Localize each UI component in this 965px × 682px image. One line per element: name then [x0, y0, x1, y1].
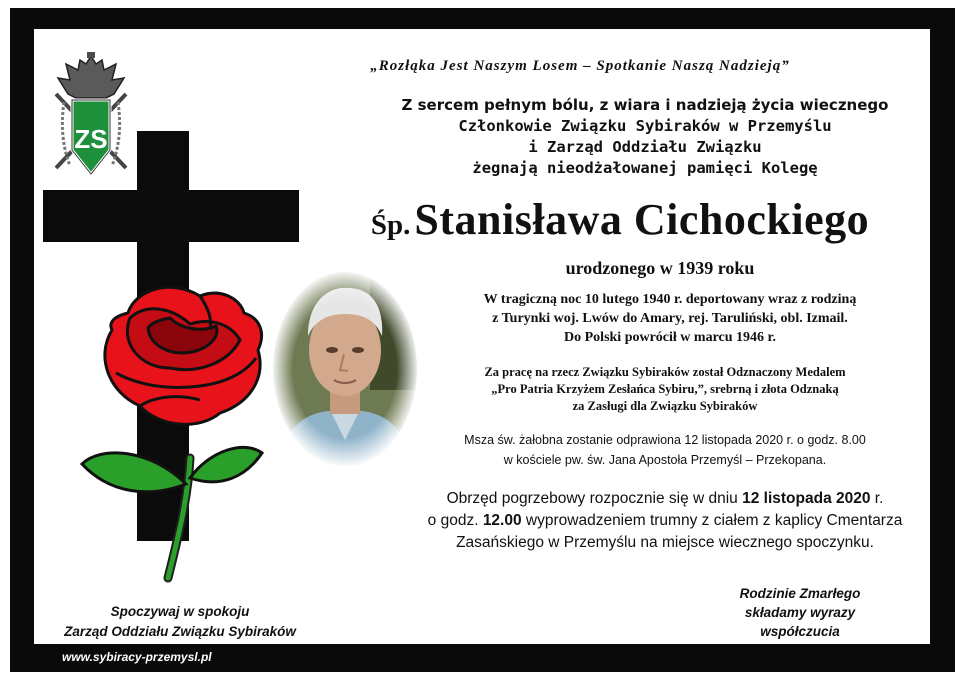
- signature-text: [40, 602, 320, 642]
- condolence-line-2: składamy wyrazy: [744, 605, 856, 620]
- funeral-line-2-end: wyprowadzeniem trumny z ciałem z kaplicy Cmentarza: [521, 512, 903, 529]
- mass-info: [420, 430, 910, 470]
- funeral-line-3: Zasańskiego w Przemyślu na miejsce wiecznego spoczynku.: [456, 534, 874, 551]
- signature-line-1: Spoczywaj w spokoju: [110, 604, 250, 619]
- rose-leaf-right: [190, 447, 262, 481]
- header-line-2: Członkowie Związku Sybiraków w Przemyślu: [458, 117, 832, 135]
- funeral-info: [400, 488, 930, 554]
- birth-year: urodzonego w 1939 roku: [565, 258, 755, 278]
- award-line-1: Za pracę na rzecz Związku Sybiraków został Odznaczony Medalem: [484, 365, 846, 379]
- mass-line-1: Msza św. żałobna zostanie odprawiona 12 listopada 2020 r. o godz. 8.00: [464, 433, 866, 447]
- emblem-letters: ZS: [74, 124, 108, 154]
- name-prefix: Śp.: [370, 209, 411, 241]
- eagle-icon: [58, 56, 124, 98]
- condolence-line-1: Rodzinie Zmarłego: [739, 586, 861, 601]
- condolence-line-3: współczucia: [760, 624, 840, 639]
- deportation-line-1: W tragiczną noc 10 lutego 1940 r. deportowany wraz z rodziną: [483, 292, 857, 307]
- website-link[interactable]: www.sybiracy-przemysl.pl: [62, 650, 212, 664]
- funeral-line-1-end: r.: [870, 490, 884, 507]
- header-line-3: i Zarząd Oddziału Związku: [528, 138, 762, 156]
- header-line-4: żegnają nieodżałowanej pamięci Kolegę: [472, 159, 818, 177]
- condolence-text: [710, 584, 890, 641]
- rose-bloom: [105, 287, 262, 424]
- funeral-line-2: [400, 510, 930, 532]
- deportation-text: [420, 290, 920, 347]
- header-line-1: Z sercem pełnym bólu, z wiara i nadzieją życia wiecznego: [401, 96, 889, 114]
- portrait-photo: [270, 270, 420, 468]
- award-text: [410, 364, 920, 415]
- deceased-name-row: [310, 194, 930, 245]
- award-line-3: za Zasługi dla Związku Sybiraków: [572, 399, 758, 413]
- signature-line-2: Zarząd Oddziału Związku Sybiraków: [64, 624, 296, 639]
- award-line-2: „Pro Patria Krzyżem Zesłańca Sybiru,”, srebrną i złota Odznaką: [491, 382, 839, 396]
- sybiracy-emblem: [50, 50, 132, 182]
- motto: „Rozłąka Jest Naszym Losem – Spotkanie Naszą Nadzieją”: [370, 58, 790, 74]
- deportation-line-3: Do Polski powrócił w marcu 1946 r.: [564, 330, 776, 345]
- funeral-date: 12 listopada 2020: [742, 490, 871, 507]
- funeral-line-1-text: Obrzęd pogrzebowy rozpocznie się w dniu: [446, 490, 743, 507]
- cross-horizontal-bar: [43, 190, 299, 242]
- funeral-line-2-text: o godz.: [427, 512, 483, 529]
- deceased-name: Stanisława Cichockiego: [414, 195, 870, 244]
- mass-line-2: w kościele pw. św. Jana Apostoła Przemyśl – Przekopana.: [503, 453, 827, 467]
- deportation-line-2: z Turynki woj. Lwów do Amary, rej. Taruliński, obl. Izmail.: [492, 311, 848, 326]
- cross-and-rose-illustration: [40, 128, 305, 588]
- funeral-line-1: [400, 488, 930, 510]
- funeral-time: 12.00: [482, 512, 522, 529]
